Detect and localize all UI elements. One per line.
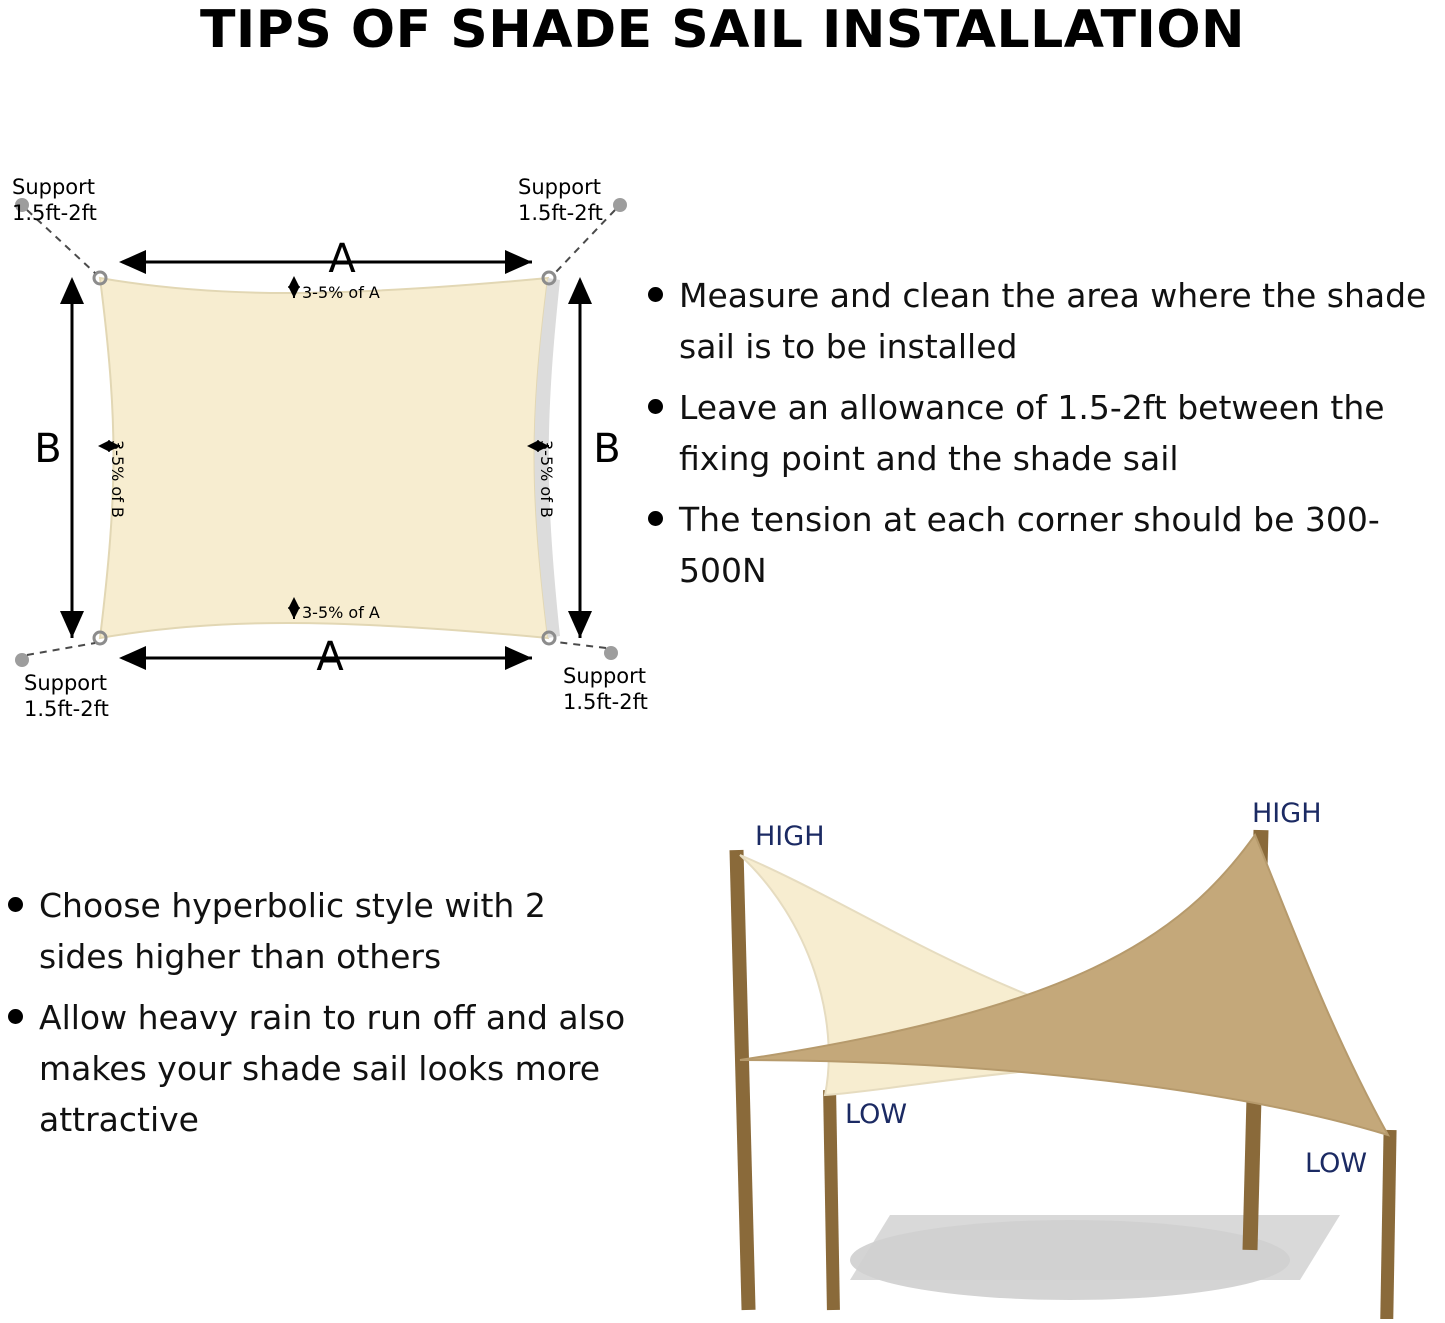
label-low-left: LOW [845,1099,908,1130]
support-dot-bottom-right [604,646,618,660]
installation-tips-list [648,270,1445,606]
list-item [648,494,1445,596]
list-item [8,880,628,982]
list-item-text: Leave an allowance of 1.5-2ft between the fixing point and the shade sail [679,388,1385,478]
bullet-dot-icon [8,1009,23,1024]
rectangle-sail-diagram [0,150,660,730]
list-item [648,382,1445,484]
post-high-left [730,850,756,1310]
post-low-right [1380,1130,1396,1319]
label-low-right: LOW [1305,1148,1368,1179]
support-line-bottom-left [27,643,95,655]
list-item-text: Measure and clean the area where the shade sail is to be installed [679,276,1427,366]
label-right-b: B [593,426,621,472]
sail-shape [100,278,548,638]
support-label-bottom-right-line1: Support [563,664,647,688]
support-label-top-left-line1: Support [12,175,96,199]
support-label-bottom-left-line1: Support [24,671,108,695]
list-item-text: Allow heavy rain to run off and also makes your shade sail looks more attractive [39,998,626,1139]
label-top-a: A [328,236,356,282]
post-low-left [823,1090,840,1310]
bullet-dot-icon [648,287,663,302]
label-bottom-a: A [316,634,344,680]
label-high-right: HIGH [1252,798,1322,829]
support-label-bottom-right-line2: 1.5ft-2ft [563,690,648,714]
support-label-bottom-left-line2: 1.5ft-2ft [24,697,109,721]
list-item [8,992,628,1145]
ground-shadow-patch [850,1215,1340,1280]
bullet-dot-icon [8,897,23,912]
support-line-bottom-right [556,642,606,648]
list-item-text: Choose hyperbolic style with 2 sides higher than others [39,886,546,976]
support-dot-top-right [613,198,627,212]
support-label-top-right-line2: 1.5ft-2ft [518,201,603,225]
curve-label-bottom: 3-5% of A [302,603,380,622]
bullet-dot-icon [648,399,663,414]
list-item-text: The tension at each corner should be 300-500N [679,500,1380,590]
support-label-top-right-line1: Support [518,175,602,199]
bullet-dot-icon [648,511,663,526]
list-item [648,270,1445,372]
curve-label-left: 3-5% of B [108,440,127,518]
curve-label-right: 3-5% of B [537,440,556,518]
support-label-top-left-line2: 1.5ft-2ft [12,201,97,225]
support-dot-bottom-left [15,653,29,667]
label-high-left: HIGH [755,821,825,852]
page-title: TIPS OF SHADE SAIL INSTALLATION [199,0,1246,60]
label-left-b: B [34,426,62,472]
hyperbolic-tips-list [8,880,628,1155]
curve-label-top: 3-5% of A [302,283,380,302]
hyperbolic-sail-illustration [640,760,1445,1319]
